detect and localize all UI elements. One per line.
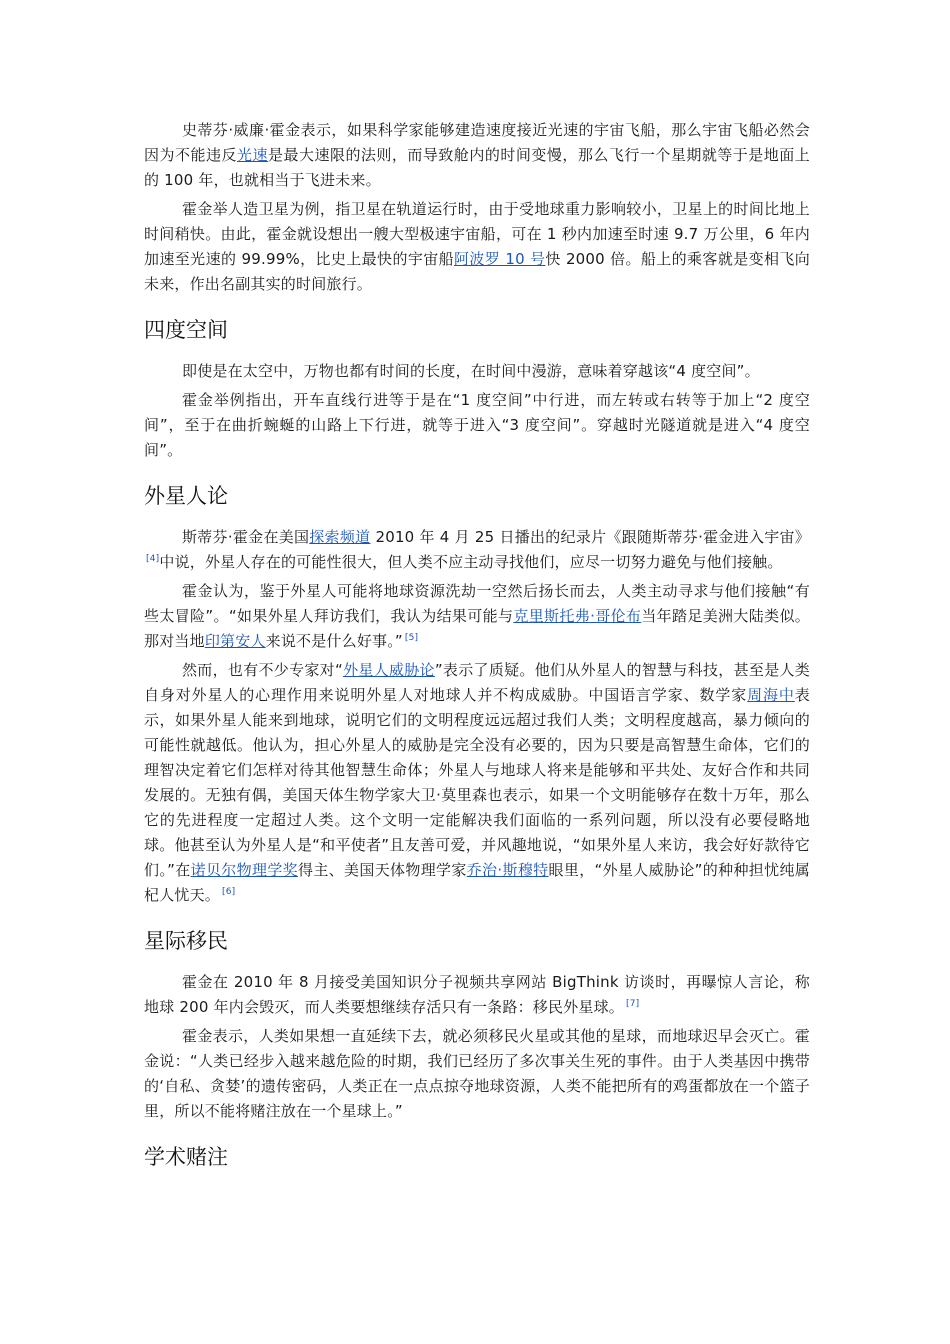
paragraph-text: 快 2000 倍。船上的乘客就是变相飞向未来，作出名副其实的时间旅行。 bbox=[144, 250, 810, 293]
citation-ref[interactable]: [5] bbox=[404, 633, 419, 643]
paragraph-text: 是最大速限的法则，而导致舱内的时间变慢，那么飞行一个星期就等于是地面上的 100 年，也就相当于飞进未来。 bbox=[144, 146, 810, 189]
wiki-link[interactable]: 周海中 bbox=[747, 686, 795, 704]
paragraph-text: 眼里，“外星人威胁论”的种种担忧纯属杞人忧天。 bbox=[144, 861, 810, 904]
paragraph-text: 霍金举人造卫星为例，指卫星在轨道运行时，由于受地球重力影响较小，卫星上的时间比地上时间稍快。由此，霍金就设想出一艘大型极速宇宙船，可在 1 秒内加速至时速 9.7 万公里，6 年内加速至光速的 99.99%，比史上最快的宇宙船 bbox=[144, 200, 810, 268]
paragraph-text: 得主、美国天体物理学家 bbox=[298, 861, 467, 879]
paragraph-text: 即使是在太空中，万物也都有时间的长度，在时间中漫游，意味着穿越该“4 度空间”。 bbox=[182, 362, 760, 380]
body-paragraph bbox=[144, 525, 810, 575]
wiki-link[interactable]: 光速 bbox=[236, 146, 268, 164]
body-paragraph bbox=[144, 118, 810, 193]
paragraph-text: 2010 年 4 月 25 日播出的纪录片《跟随斯蒂芬·霍金进入宇宙》 bbox=[370, 528, 810, 546]
section-heading: 外星人论 bbox=[144, 484, 228, 508]
wiki-link[interactable]: 阿波罗 10 号 bbox=[454, 250, 546, 268]
wiki-link[interactable]: 乔治·斯穆特 bbox=[466, 861, 549, 879]
wiki-link[interactable]: 印第安人 bbox=[204, 632, 266, 650]
citation-ref[interactable]: [6] bbox=[222, 887, 236, 897]
paragraph-text: 霍金在 2010 年 8 月接受美国知识分子视频共享网站 BigThink 访谈时，再曝惊人言论，称地球 200 年内会毁灭，而人类要想继续存活只有一条路：移民外星球。 bbox=[144, 973, 810, 1016]
body-paragraph bbox=[144, 970, 810, 1020]
paragraph-text: 斯蒂芬·霍金在美国 bbox=[182, 528, 310, 546]
body-paragraph bbox=[144, 388, 810, 463]
paragraph-text: 来说不是什么好事。” bbox=[265, 632, 403, 650]
citation-ref[interactable]: [7] bbox=[625, 999, 640, 1009]
body-paragraph bbox=[144, 1024, 810, 1124]
paragraph-text: 霍金表示，人类如果想一直延续下去，就必须移民火星或其他的星球，而地球迟早会灭亡。霍金说：“人类已经步入越来越危险的时期，我们已经历了多次事关生死的事件。由于人类基因中携带的‘自私、贪婪’的遗传密码，人类正在一点点掠夺地球资源，人类不能把所有的鸡蛋都放在一个篮子里，所以不能将赌注放在一个星球上。” bbox=[144, 1027, 810, 1120]
body-paragraph bbox=[144, 658, 810, 908]
wiki-link[interactable]: 诺贝尔物理学奖 bbox=[190, 861, 298, 879]
paragraph-text: 当年踏足美洲大陆类似。那对当地 bbox=[144, 607, 810, 650]
body-paragraph bbox=[144, 197, 810, 297]
paragraph-text: 史蒂芬·威廉·霍金表示，如果科学家能够建造速度接近光速的宇宙飞船，那么宇宙飞船必然会因为不能违反 bbox=[144, 121, 810, 164]
paragraph-text: 霍金认为，鉴于外星人可能将地球资源洗劫一空然后扬长而去，人类主动寻求与他们接触“有些太冒险”。“如果外星人拜访我们，我认为结果可能与 bbox=[144, 582, 810, 625]
body-paragraph bbox=[144, 579, 810, 654]
section-heading: 学术赌注 bbox=[144, 1145, 228, 1169]
paragraph-text: 霍金举例指出，开车直线行进等于是在“1 度空间”中行进，而左转或右转等于加上“2 度空间”，至于在曲折蜿蜒的山路上下行进，就等于进入“3 度空间”。穿越时光隧道就是进入“4 度空间”。 bbox=[144, 391, 810, 459]
body-paragraph bbox=[144, 359, 810, 384]
paragraph-text: 表示，如果外星人能来到地球，说明它们的文明程度远远超过我们人类；文明程度越高，暴力倾向的可能性就越低。他认为，担心外星人的威胁是完全没有必要的，因为只要是高智慧生命体，它们的理智决定着它们怎样对待其他智慧生命体；外星人与地球人将来是能够和平共处、友好合作和共同发展的。无独有偶，美国天体生物学家大卫·莫里森也表示，如果一个文明能够存在数十万年，那么它的先进程度一定超过人类。这个文明一定能解决我们面临的一系列问题，所以没有必要侵略地球。他甚至认为外星人是“和平使者”且友善可爱，并风趣地说，“如果外星人来访，我会好好款待它们。”在 bbox=[144, 686, 810, 879]
section-heading: 四度空间 bbox=[144, 318, 228, 342]
paragraph-text: 然而，也有不少专家对“ bbox=[182, 661, 343, 679]
citation-ref[interactable]: [4] bbox=[146, 554, 160, 564]
section-heading: 星际移民 bbox=[144, 929, 228, 953]
wiki-link[interactable]: 克里斯托弗·哥伦布 bbox=[513, 607, 642, 625]
wiki-link[interactable]: 探索频道 bbox=[309, 528, 371, 546]
paragraph-text: ”表示了质疑。他们从外星人的智慧与科技，甚至是人类自身对外星人的心理作用来说明外星人对地球人并不构成威胁。中国语言学家、数学家 bbox=[144, 661, 810, 704]
paragraph-text: 中说，外星人存在的可能性很大，但人类不应主动寻找他们，应尽一切努力避免与他们接触。 bbox=[159, 553, 783, 571]
wiki-link[interactable]: 外星人威胁论 bbox=[342, 661, 435, 679]
